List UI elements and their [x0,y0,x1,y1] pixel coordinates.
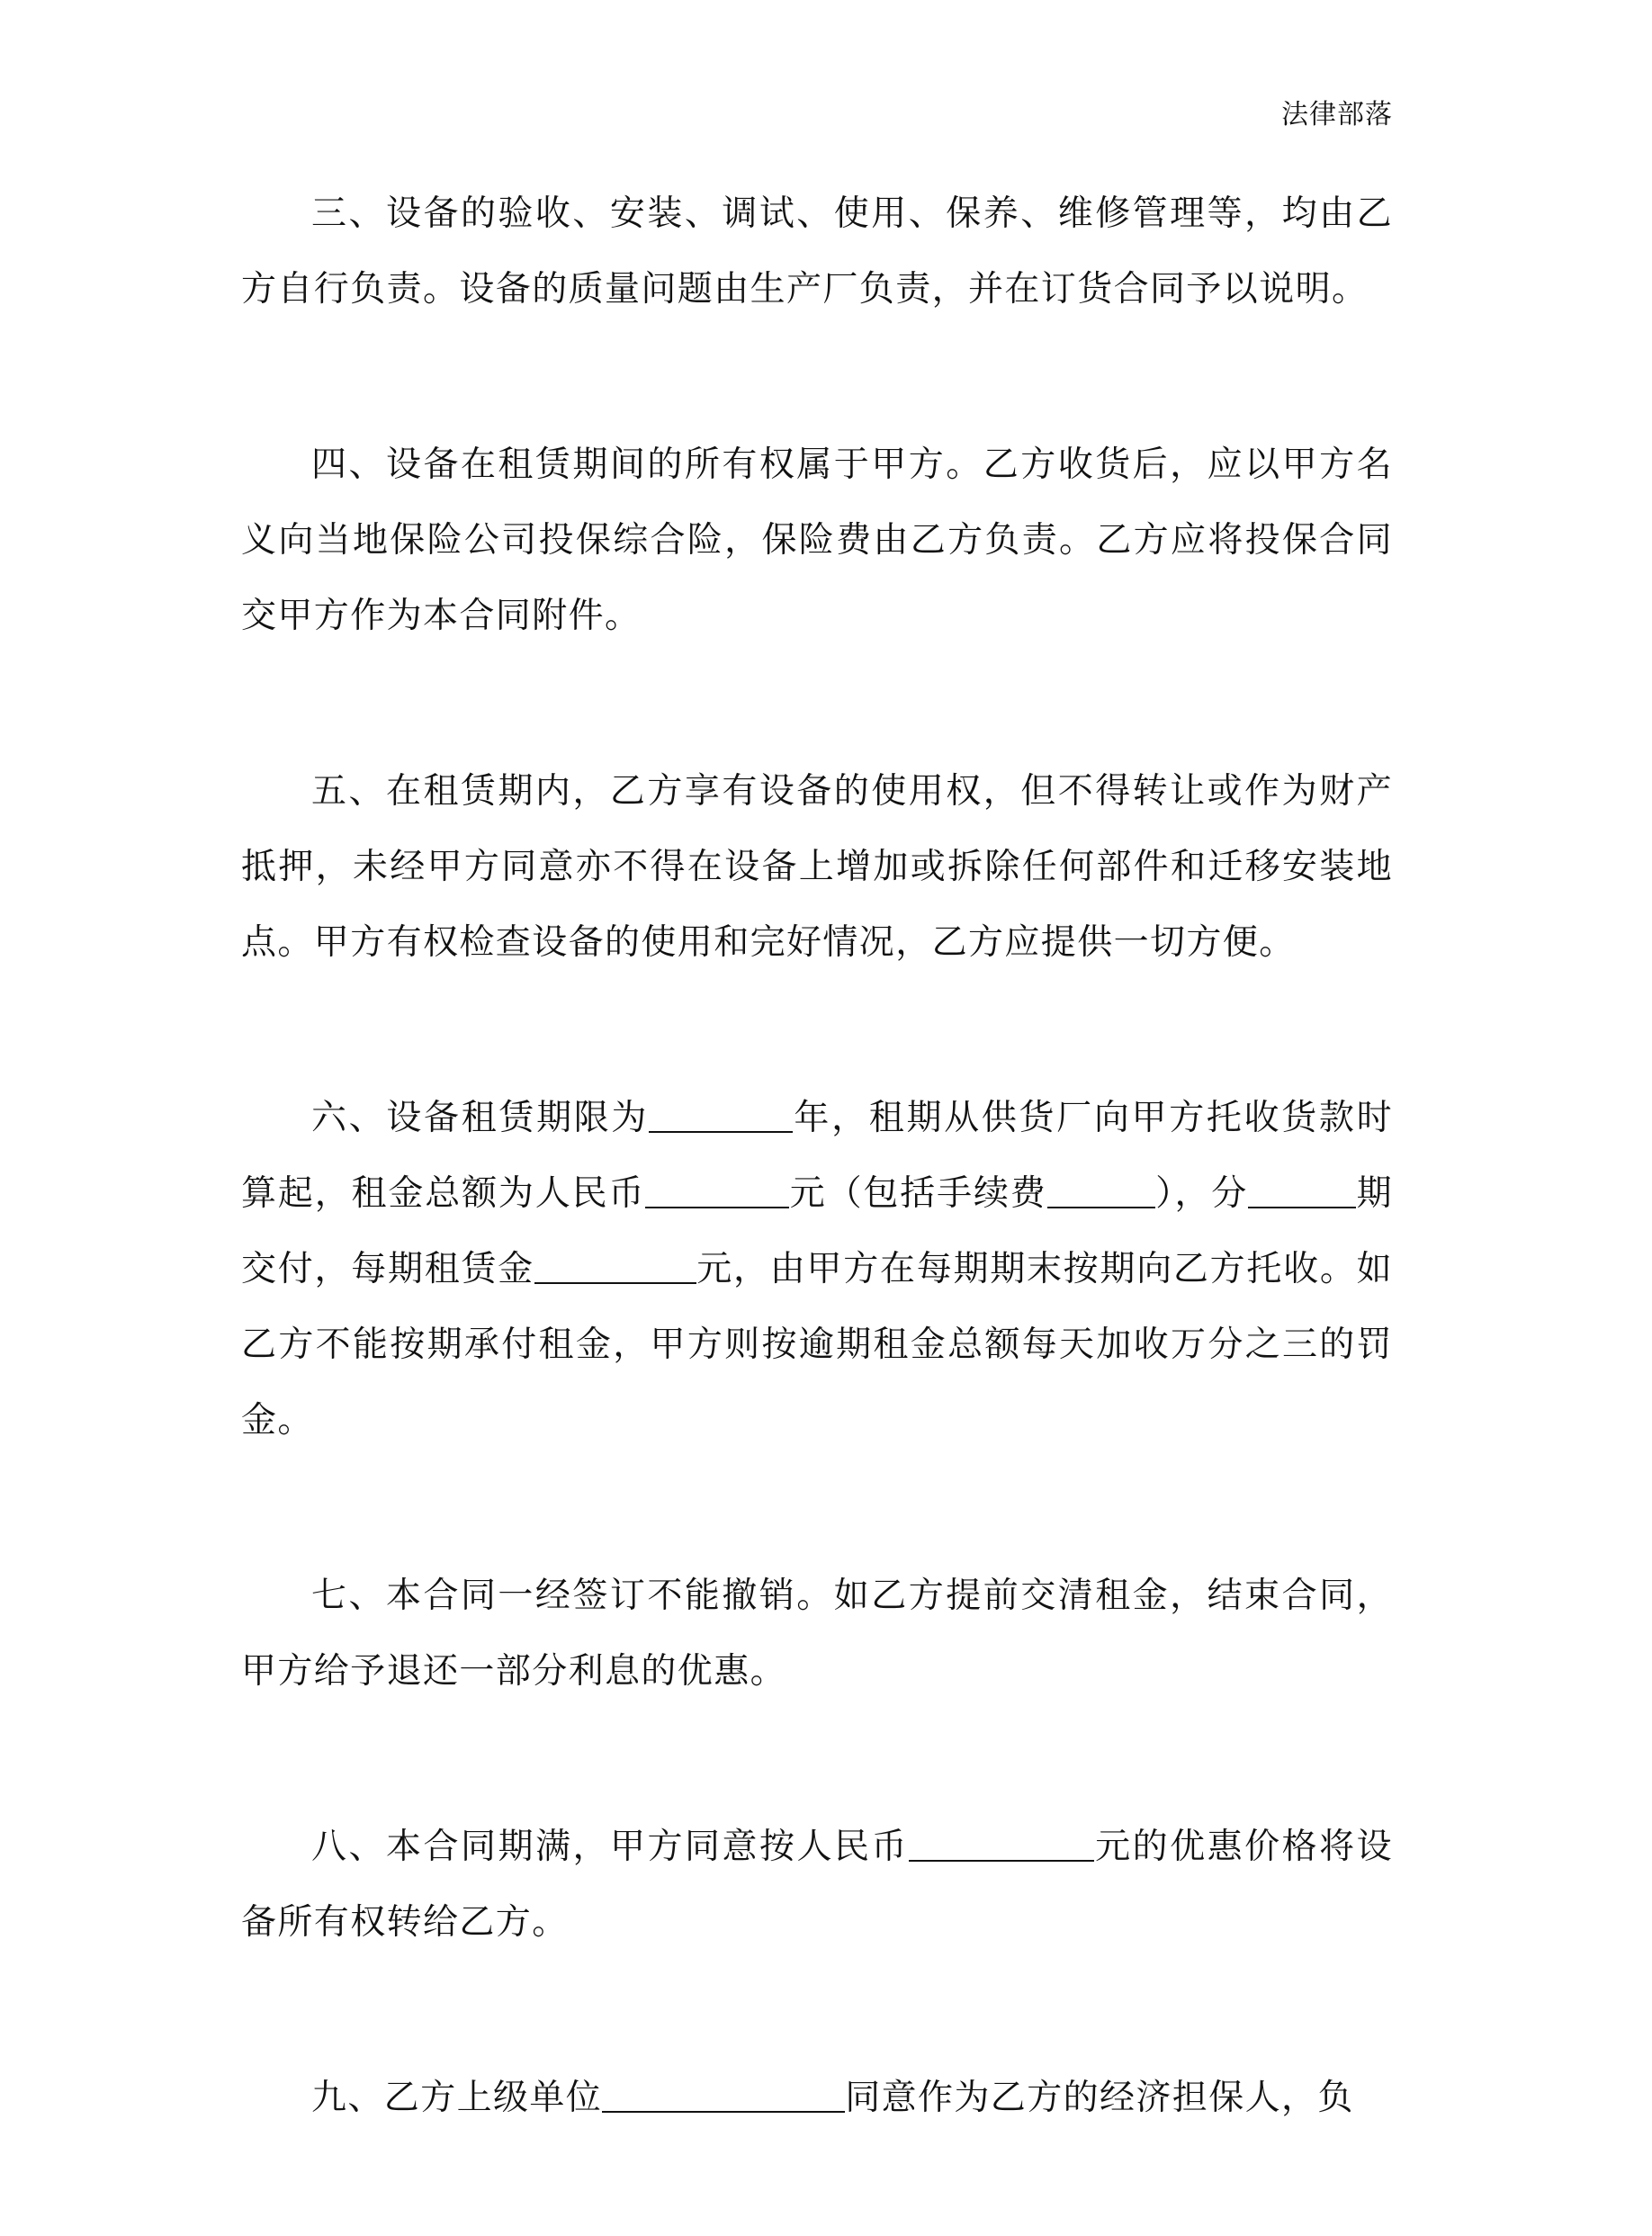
clause-6-text-5: 期交付，每期租赁金 [241,1173,1393,1289]
clause-7 [241,1558,1393,1710]
clause-5 [241,754,1393,981]
clause-6-text-1: 六、设备租赁期限为 [311,1098,650,1138]
clause-4-text: 四、设备在租赁期间的所有权属于甲方。乙方收货后，应以甲方名义向当地保险公司投保综合险，保险费由乙方负责。乙方应将投保合同交甲方作为本合同附件。 [241,445,1393,636]
transfer-price-blank [909,1824,1094,1862]
total-rent-amount-blank [645,1171,789,1208]
document-body [241,176,1393,2236]
clause-8-text-1: 八、本合同期满，甲方同意按人民币 [311,1827,909,1867]
page-header-site-name: 法律部落 [1281,99,1393,130]
clause-3-text: 三、设备的验收、安装、调试、使用、保养、维修管理等，均由乙方自行负责。设备的质量问题由生产厂负责，并在订货合同予以说明。 [241,193,1393,310]
clause-6 [241,1081,1393,1459]
clause-9-text-2: 同意作为乙方的经济担保人，负 [845,2078,1354,2118]
clause-6-text-6: 元，由甲方在每期期末按期向乙方托收。如乙方不能按期承付租金，甲方则按逾期租金总额每天加收万分之三的罚金。 [241,1249,1394,1441]
clause-6-text-3: 元（包括手续费 [789,1173,1047,1214]
clause-6-text-2: 年，租期从供货厂向甲方托收货款时算起，租金总额为人民币 [241,1098,1393,1214]
clause-4 [241,427,1393,654]
installment-count-blank [1248,1171,1356,1208]
clause-9-text-1: 九、乙方上级单位 [311,2078,603,2118]
clause-5-text: 五、在租赁期内，乙方享有设备的使用权，但不得转让或作为财产抵押，未经甲方同意亦不得在设备上增加或拆除任何部件和迁移安装地点。甲方有权检查设备的使用和完好情况，乙方应提供一切方便。 [241,771,1393,963]
clause-8 [241,1809,1393,1961]
clause-3 [241,176,1393,328]
clause-7-text: 七、本合同一经签订不能撤销。如乙方提前交清租金，结束合同，甲方给予退还一部分利息的优惠。 [241,1576,1393,1692]
clause-8-text-2: 元的优惠价格将设备所有权转给乙方。 [241,1827,1393,1943]
clause-6-text-4: ），分 [1154,1173,1249,1214]
guarantor-unit-blank [602,2075,845,2113]
installment-amount-blank [534,1246,696,1284]
lease-term-years-blank [649,1095,793,1133]
handling-fee-blank [1047,1171,1155,1208]
clause-9 [241,2061,1393,2136]
